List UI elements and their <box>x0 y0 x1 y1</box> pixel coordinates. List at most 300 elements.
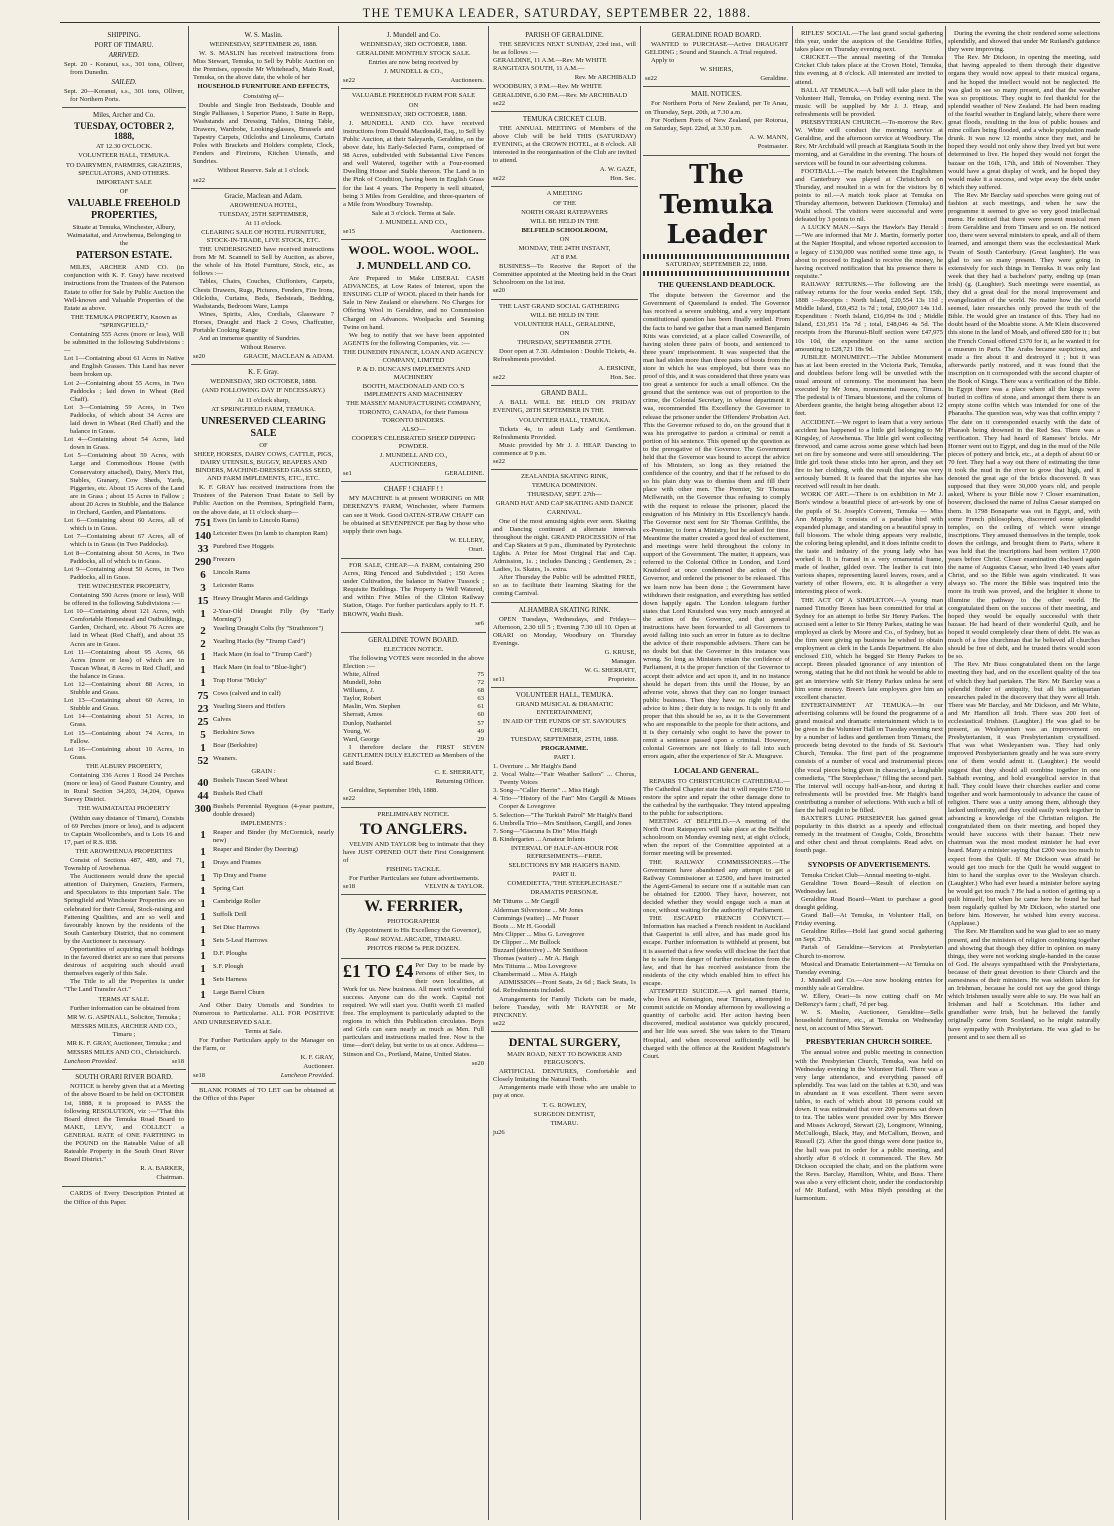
anglers-ad <box>341 811 486 896</box>
candidate-name: Taylor, Robert <box>343 695 382 703</box>
lot-item: Lot 9—Containing about 50 Acres, in Two Paddocks, all in Grass. <box>64 565 184 581</box>
stock-item <box>193 530 334 542</box>
item-quantity: 1 <box>200 911 206 924</box>
alhambra-title: ALHAMBRA SKATING RINK. <box>518 605 611 614</box>
sundries-text: And Other Dairy Utensils and Sundries to Numerous to Particularise. ALL FOR POSITIVE AND UNRESERVED SALE. <box>193 1002 334 1026</box>
signature: A. W. GAZE, <box>599 166 636 174</box>
ad-code: se18 <box>193 1072 206 1080</box>
anglers-text: VELVIN AND TAYLOR beg to intimate that they have JUST OPENED OUT their First Consignment of <box>343 840 484 864</box>
sale-venue: VOLUNTEER HALL, TEMUKA. <box>78 152 170 160</box>
concert-aid: IN AID OF THE FUNDS OF ST. SAVIOUR'S CHURCH, <box>502 718 627 734</box>
item-quantity: 2 <box>200 624 206 637</box>
news-paragraph: THE ESCAPED FRENCH CONVICT.—Information has reached a French resident in Auckland that Gasperini is still alive, and has made good his escape. Further information is withheld at present, but it is asserted that a few weeks will disclose the fact that he is safe from danger of further molestation from the law, and that he has received assistance from the residents of the city which enabled him to effect his escape. <box>643 915 790 987</box>
item-quantity: 40 <box>197 776 209 789</box>
signature: K. F. GRAY, <box>300 1053 334 1061</box>
sale-of: OF <box>119 187 129 195</box>
grain-item <box>193 803 334 819</box>
synopsis-item: Musical and Dramatic Entertainment—At Temuka on Tuesday evening. <box>795 960 943 976</box>
signature-role: Auctioneer. <box>303 1063 334 1070</box>
item-description: Hack Mare (in foal to "Trump Card") <box>213 650 312 658</box>
stock-item <box>193 729 334 741</box>
candidate-name: Dunlop, Nathaniel <box>343 719 392 727</box>
ad-code: se18 <box>343 883 356 891</box>
ferrier-photos: PHOTOS FROM 5s PER DOZEN. <box>367 945 460 953</box>
dental-address: MAIN ROAD, NEXT TO BOWKER AND FERGUSON'S. <box>507 1050 622 1067</box>
item-description: Bushels Red Chaff <box>213 789 263 797</box>
signature: J. MUNDELL & CO., <box>384 68 443 76</box>
ball-place: VOLUNTEER HALL, TEMUKA. <box>518 416 611 424</box>
grain-item <box>193 777 334 789</box>
item-description: Yearling Hacks (by "Trump Card") <box>213 637 306 645</box>
meeting-place: BELFIELD SCHOOLROOM, <box>521 226 608 234</box>
springfield-heading: THE TEMUKA PROPERTY, Known as "SPRINGFIELD," <box>70 313 178 329</box>
item-quantity: 300 <box>194 802 212 815</box>
also-label: ALSO— <box>401 425 426 433</box>
vote-count: 61 <box>477 703 484 711</box>
agent-line: MESSRS MILES AND CO., Christchurch. <box>67 1049 181 1057</box>
item-quantity: 23 <box>197 702 209 715</box>
signature: W. ELLERY, <box>449 536 484 544</box>
lot-item: Lot 3—Containing 59 Acres, in Two Paddocks, of which about 34 Acres are laid down in Wheat (Red Chaff) and the balance in Grass. <box>64 403 184 436</box>
cricket-text: THE ANNUAL MEETING of Members of the above Club will be held THIS (SATURDAY) EVENING, at the CROWN HOTEL, at 8 o'clock. All interested in the reorganisation of the Club are invited to attend. <box>493 124 636 165</box>
gray-text: K. F. GRAY has received instructions from the Trustees of the Paterson Trust Estate to Sell by Public Auction on the Premises, Springfield Farm, on the above date, at 11 o'clock sharp— <box>193 484 334 516</box>
alhambra-text: OPEN Tuesdays, Wednesdays, and Fridays—Afternoon, 2.30 till 5 ; Evening 7.30 till 10. Open at ORARI on Monday, Woodbury on Thursday Evenings. <box>493 615 636 647</box>
rink-subtitle: TEMUKA DOMINION. <box>531 482 598 490</box>
section-title: SYNOPSIS OF ADVERTISEMENTS. <box>807 859 931 869</box>
grand-ball-notice <box>491 389 638 470</box>
item-description: Reaper and Binder (by McCormick, nearly new) <box>213 829 334 845</box>
soiree-article-continued <box>948 30 1100 1042</box>
blank-forms-notice <box>191 1087 336 1106</box>
article-paragraph: The Rev. Mr Buss congratulated them on the large meeting they had, and on the excellent quality of the tea of which they had partaken. The Rev. Mr Barclay was a splendid finder of antiquity, but all his antiquarian researches paled in the discovery that they were all Irish. There was Mr Barclay, and Mr Dickson, and Mr White, and Mr Hamilton all Irish. There was 200 feet of ecclesiastical Irishism. (Laughter.) He was glad to be present, as Wesleyanism was an improvement on Presbyterianism, it was Presbyterianism crystallised. That was what Wesleyanism was. They had only improved Presbyterianism greatly and he was sure every one of them would admit it. (Laughter.) He would suggest that they should all combine together in one Sabbath evening, and hold evangelical service in that hall. They could leave their churches earlier and come together and work harmoniously to advance the cause of religion. There was a unity among them, although they lacked uniformity, and they could easily work together in advancing a knowledge of the Christian religion. He congratulated them on their meeting, and hoped they would have success with their bazaar. Their new chairman was the most modest minister he had ever heard. Many a minister saying that £200 was too much to expect from the Quilt. If Mr Dickson was afraid he would get too much for the Quilt he would suggest to him to hand the surplus over to the Wesleyan church. (Laughter.) Who had ever heard a minister before saying he would get too much ? He had a notion of getting up a quilt himself, but when he came here he found he had been regularly quilted by Mr Dickson, who started one before him. However, he wished him every success. (Applause.) <box>948 661 1100 928</box>
item-quantity: 52 <box>197 754 209 767</box>
entries-text: Entries are now being received by <box>368 59 459 67</box>
sale-date: TUESDAY, OCTOBER 2, 1888, <box>74 121 174 142</box>
signature: A. ERSKINE, <box>598 365 636 373</box>
clearing-sale-heading: UNRESERVED CLEARING SALE <box>201 415 326 439</box>
title-text: The Title to all the Properties is under "The Land Transfer Act." <box>64 978 184 994</box>
cast-member: Chambermaid ... Miss A. Haigh <box>493 971 577 979</box>
stock-item <box>193 595 334 607</box>
town-board-title: GERALDINE TOWN BOARD. <box>368 635 459 644</box>
implements-list <box>193 829 334 1001</box>
concert-title: VOLUNTEER HALL, TEMUKA. <box>515 691 614 700</box>
candidate-name: White, Alfred <box>343 671 380 678</box>
synopsis-section <box>795 860 943 1034</box>
road-board-title: GERALDINE ROAD BOARD. <box>671 31 762 39</box>
sale-time: AT 12.30 O'CLOCK. <box>95 143 153 151</box>
item-quantity: 1 <box>200 872 206 885</box>
item-description: Freezers <box>213 555 236 563</box>
stock-item <box>193 556 334 568</box>
item-description: Drays and Frames <box>213 859 261 867</box>
cast-member: Cummings (waiter) ... Mr Fraser <box>493 914 579 922</box>
chaff-text: MY MACHINE is at present WORKING on MR DERENZY'S FARM, Winchester, where Farmers can see it Work. Good OATEN-STRAW CHAFF can be obtained at SEVENPENCE per Bag by those who supply their own bags. <box>343 495 484 535</box>
item-quantity: 1 <box>200 829 206 842</box>
ad-code: se18 <box>171 1058 184 1066</box>
signature: A. W. MANN, <box>749 133 788 141</box>
signature: W. G. SHERRATT, <box>584 667 636 675</box>
implement-item <box>193 829 334 845</box>
vote-row <box>343 671 484 679</box>
gray-clearing-sale-ad <box>191 368 336 1084</box>
gracie-list: Tables, Chairs, Couches, Chiffoniers, Carpets, Chests Drawers, Rugs, Pictures, Fenders, Fire Irons, Oilcloths, Curtains, Beds, Bedsteads, Bedding, Washstands, Bedroom Ware, Lamps <box>193 278 334 310</box>
ad-code: se22 <box>493 458 506 466</box>
ad-code: se11 <box>493 676 505 684</box>
column-rule <box>338 26 339 1520</box>
queensland-article <box>643 280 790 761</box>
programme-item: 7. Song—"Giacuna Is Dio" Miss Haigh <box>493 827 598 835</box>
ad-code: se22 <box>493 99 506 107</box>
meeting-date: MONDAY, THE 24TH INSTANT, <box>518 244 611 252</box>
auctioneer-firm: Gracie, Maclean and Adam. <box>224 191 303 200</box>
column-7 <box>948 30 1100 1520</box>
stock-item <box>193 664 334 676</box>
signature: VELVIN & TAYLOR. <box>424 883 484 891</box>
arrived-text: Sept. 20 - Koranui, s.s., 301 tons, Olliver, from Dunedin. <box>64 61 184 77</box>
stock-item <box>193 638 334 650</box>
item-description: Heavy Draught Mares and Geldings <box>213 594 309 602</box>
service-line: Rev. Mr ARCHIBALD <box>574 74 636 82</box>
votes-list <box>343 671 484 744</box>
signature-role: Proprietor. <box>607 676 636 684</box>
chaff-ad <box>341 485 486 559</box>
social-door: Door open at 7.30. Admission : Double Tickets, 4s. Refreshments provided. <box>493 348 636 364</box>
ball-tickets: Tickets 4s, to admit Lady and Gentleman. Refreshments Provided. <box>493 425 636 441</box>
signature-role: Geraldine. <box>760 75 788 83</box>
cast-member: Dr Clipper ... Mr Bullock <box>493 938 561 946</box>
item-description: Sets Harness <box>213 976 247 984</box>
programme-item: 3. Song—"Caller Herrin" ... Miss Haigh <box>493 787 599 795</box>
item-quantity: 1 <box>200 924 206 937</box>
stock-item <box>193 703 334 715</box>
news-paragraph: JUBILEE MONUMENT.—The Jubilee Monument has at last been erected in the Victoria Park, Temuka, and doubtless before long will be unveiled with the usual amount of ceremony. The monument has been executed by Mr Jones, monumental mason, Timaru. The pedestal is of Timaru bluestone, and the column of Aberdeen granite, the height being altogether about 12 feet. <box>795 353 943 418</box>
dramatis-heading: DRAMATIS PERSONÆ. <box>530 889 599 897</box>
vote-row <box>343 711 484 719</box>
waimataitai-text: (Within easy distance of Timaru), Consists of 69 Perches (more or less), and is adjacent to Captain Woollcombe's, and is Lots 16 and 17, part of R.S. 838. <box>64 814 184 846</box>
synopsis-item: Geraldine Rifles—Hold last grand social gathering on Sept. 27th. <box>795 928 943 944</box>
sale-important: IMPORTANT SALE <box>96 178 152 186</box>
sale-date: TUESDAY, 25TH SEPTEMBER, <box>218 210 309 218</box>
candidate-name: Mundell, John <box>343 679 382 687</box>
newspaper-banner: The Temuka Leader <box>659 160 774 251</box>
column-2 <box>191 30 336 1520</box>
cricket-title: TEMUKA CRICKET CLUB. <box>522 114 607 123</box>
item-description: 2-Year-Old Draught Filly (by "Early Morning") <box>213 607 334 623</box>
stock-sale-title: GERALDINE MONTHLY STOCK SALE. <box>356 50 471 58</box>
closing-text: The Auctioneers would draw the special attention of Dairymen, Graziers, Farmers, and Speculators to this important Sale. The Springfield and Winchester Properties are so celebrated for their Cereal, Stock-raising and Fattening Qualities, and are so well and favourably known by the residents of the South Canterbury District, that no comment by the Auctioneer is necessary. <box>64 873 184 945</box>
signature: J. MUNDELL AND CO., <box>379 218 448 226</box>
candidate-name: Williams, J. <box>343 687 375 695</box>
signature-role: Returning Officer. <box>435 778 484 786</box>
synopsis-item: Geraldine Road Board—Want to purchase a good draught gelding. <box>795 895 943 911</box>
ad-code: se20 <box>471 1059 484 1067</box>
news-paragraph: PRESBYTERIAN CHURCH.—To-morrow the Rev. W. White will conduct the morning service at Geraldine, and the afternoon service at Woodbury. The Rev. Mr Archibald will preach at Rangitata South in the morning, and at Geraldine in the evening. The hours of services will be found in our advertising columns. <box>795 119 943 167</box>
maslin-text: W. S. MASLIN has received instructions from Miss Stewart, Temuka, to Sell by Public Auction on the Premises, opposite Mr Whitehead's, Main Road, Temuka, on the above date, the whole of her <box>193 50 334 82</box>
local-general-section <box>643 766 790 1061</box>
earnings-ad <box>341 962 486 1072</box>
vote-count: 49 <box>477 727 484 735</box>
stock-item <box>193 677 334 689</box>
news-paragraph: ACCIDENT.—We regret to learn that a very serious accident has happened to a little girl belonging to Mr Kingsley, of Arowhenua. The little girl went collecting firewood, and came across some gorse which had been set on fire by someone and were still smouldering. The little girl took these sticks into her apron, and they set fire to her clothing, with the result that she was very seriously burned. It is feared that the injuries she has received will result in her death. <box>795 418 943 491</box>
article-paragraph: The Rev. Mr Hamilton said he was glad to see so many present, and the ministers of religion combining together and showing that though they differ in opinion on many things, they were not working single-handed in the cause of God. He always sympathised with the Presbyterians, because of their great devotion to their Church and the earnestness of their ministers. He was seldom taken for an Irishman, because he could not say the good things which Irishmen usually were able to say. He was half an Irishman and half a Scotchman. His father and grandfather were Irish, but he believed the family originally came from Scotland, so he might naturally have sympathy with Presbyterians. He was glad to be present and to see them all so <box>948 928 1100 1041</box>
column-1 <box>62 30 186 1520</box>
implement-item <box>193 885 334 897</box>
cast-list <box>493 898 636 979</box>
parish-notice <box>491 31 638 112</box>
candidate-name: Sherratt, Amos <box>343 711 383 719</box>
maslin-ad <box>191 31 336 189</box>
cards-text: CARDS of Every Description Printed at the Office of this Paper. <box>64 1190 184 1206</box>
situate-text: Situate at Temuka, Winchester, Albury, Waimataitai, and Arowhenua, Belonging to the <box>66 223 182 248</box>
farm-for-sale-text: FOR SALE, CHEAP.—A FARM, containing 290 Acres, Ring Fenced and Subdivided ; 150 Acres under Cultivation, the balance in Native Tussock ; Requisite Buildings. The Property is Well Watered, and within Five Miles of the Clinton Railway Station, Otago. For further particulars apply to H. F. BROWN, Waihi Bush. <box>343 561 484 618</box>
intro-text: MILES, ARCHER AND CO. (in conjunction with K. F. Gray) have received instructions from the Trustees of the Paterson Estate to offer for Sale by Public Auction the Well-known and Valuable Properties of the Estate as above. <box>64 264 184 312</box>
service-line: GERALDINE, 11 A.M.—Rev. Mr WHITE <box>493 57 607 65</box>
farm-sale-title: VALUABLE FREEHOLD FARM FOR SALE <box>351 92 476 100</box>
column-5 <box>643 30 790 1520</box>
auctioneer-firm: Miles, Archer and Co. <box>92 111 155 120</box>
ad-code: se22 <box>493 175 506 183</box>
social-text: THE LAST GRAND SOCIAL GATHERING <box>499 302 620 310</box>
gracie-list: Wines, Spirits, Ales, Cordials, Glassware 7 Horses, Draught and Hack 2 Cows, Chaffcutter, Portable Cooking Range <box>193 310 334 334</box>
item-quantity: 75 <box>197 689 209 702</box>
agency-company: BOOTH, MACDONALD AND CO.'S IMPLEMENTS AND MACHINERY <box>362 383 465 399</box>
news-paragraph: WORK OF ART.—There is on exhibition in Mr J. Bon's window a beautiful piece of art-work by one of the pupils of St. Joseph's Convent, Temuka — Miss Ann Murphy. It consists of a paradise bird with expanded plumage, and standing on a beautiful spray in full blossom. The whole thing appears very realistic, the coloring being splendid, and it does infinite credit to the taste and industry of the young lady who has worked it. It is framed in a very ornamental frame, made of leather, gilded over. The leather is cut into various shapes, representing laurel leaves, roses, and a variety of other flowers, etc. It is altogether a very interesting piece of work. <box>795 491 943 596</box>
arowhenua-text: Consist of Sections 487, 489, and 71, Township of Arowhenua. <box>64 856 184 873</box>
without-reserve: Without Reserve. Sale at 1 o'clock. <box>217 167 310 175</box>
item-quantity: 6 <box>200 568 206 581</box>
news-paragraph: BALL AT TEMUKA.—A ball will take place in the Volunteer Hall, Temuka, on Friday evening next. The music will be supplied by Mr J. J. Heap, and refreshments will be provided. <box>795 86 943 118</box>
ad-code: se22 <box>493 1019 506 1027</box>
wool-text: Are Prepared to Make LIBERAL CASH ADVANCES, at Low Rates of Interest, upon the ENSUING CLIP of WOOL placed in their hands for Sale in New Zealand or elsewhere. No Charges for Offering Wool in Geraldine, and no Commission Charged on Advances. Woolpacks and Seaming Twine on hand. <box>343 275 484 331</box>
item-quantity: 290 <box>194 555 212 568</box>
springfield-contains: Containing 555 Acres (more or less), Will be submitted in the following Subdivisions :— <box>64 330 184 355</box>
item-description: Yearling Steers and Heifers <box>213 702 286 710</box>
ad-code: se22 <box>645 75 658 83</box>
lot-item: Lot 11—Containing about 95 Acres, 66 Acres (more or less) of which are in Tuscan Wheat, 8 Acres in Red Chaff, and the balance in Grass. <box>64 648 184 680</box>
signature: W. SHIERS, <box>699 66 734 74</box>
sale-title: CLEARING SALE OF HOTEL FURNITURE, STOCK-IN-TRADE, LIVE STOCK, ETC. <box>201 228 326 244</box>
social-gathering-notice <box>491 303 638 387</box>
vote-count: 29 <box>477 735 484 743</box>
service-line: WOODBURY, 3 P.M.—Rev. Mr WHITE <box>493 83 602 91</box>
programme-item: 1. Overture ... Mr Haigh's Band <box>493 762 577 770</box>
vote-count: 68 <box>477 687 484 695</box>
programme-item: 5. Selection—"The Turkish Patrol" Mr Haigh's Band <box>493 811 633 819</box>
dental-ad <box>491 1035 638 1140</box>
banner-rule <box>643 271 790 276</box>
meeting-business: BUSINESS—To Receive the Report of the Committee appointed at the Meeting held in the Orari Schoolroom on the 1st inst. <box>493 263 636 287</box>
agent-line: MR W. G. ASPINALL, Solicitor, Temuka ; <box>67 1013 181 1021</box>
agency-company: THE MASSEY MANUFACTURING COMPANY, TORONTO, CANADA, for their Famous TORONTO BINDERS. <box>346 400 481 424</box>
shipping-notice <box>62 31 186 108</box>
parish-text: THE SERVICES NEXT SUNDAY, 23rd inst., will be as follows :— <box>493 41 636 57</box>
auctioneer-firm: K. F. Gray. <box>248 368 279 377</box>
news-paragraph: THE ACT OF A SIMPLETON.—A young man named Timothy Breen has been committed for trial at Sydney for an attempt to bribe Sir Henry Parkes. The accused sent a letter to Sir Henry Parkes, stating he was employed as clerk by Moore and Co., of Sydney, but as the firm were giving up business he wished to obtain employment as clerk in the Lands Department. He also enclosed £10, which he begged Sir Henry Parkes to accept. Breen pleaded ignorance of any intention of wrong, stating that he did not think he would be able to get an interview with Sir Henry Parkes unless he sent him some money. Breen's late employers give him an excellent character. <box>795 596 943 701</box>
sale-audience: TO DAIRYMEN, FARMERS, GRAZIERS, SPECULATORS, AND OTHERS. <box>65 161 183 177</box>
lot-item: Lot 15—Containing about 74 Acres, in Fallow. <box>64 729 184 745</box>
news-paragraph: REPAIRS TO CHRISTCHURCH CATHEDRAL.—The Cathedral Chapter state that it will require £750 to restore the spire and repair the other damage done to the cathedral by the earthquake. They intend appealing to the public for subscriptions. <box>643 777 790 817</box>
preliminary-notice: PRELIMINARY NOTICE. <box>377 810 450 818</box>
item-description: Weaners. <box>213 754 238 762</box>
vote-count: 60 <box>477 711 484 719</box>
ferrier-ad <box>341 898 486 958</box>
vote-row <box>343 703 484 711</box>
candidate-name: Maslin, Wm. Stephen <box>343 703 401 711</box>
item-quantity: 3 <box>200 581 206 594</box>
item-quantity: 33 <box>197 542 209 555</box>
mail-text: For Northern Ports of New Zealand, per Rotorua, on Saturday, Sept. 22nd, at 3.30 p.m. <box>645 116 788 132</box>
signature-place: TIMARU. <box>550 1119 579 1127</box>
sailed-label: SAILED. <box>111 78 137 87</box>
estate-heading: PATERSON ESTATE. <box>76 250 172 262</box>
further-text: For Further Particulars see future advertisements. <box>349 874 480 882</box>
ad-code: se22 <box>343 795 356 803</box>
header-rule <box>60 22 1100 23</box>
service-line: GERALDINE, 6.30 P.M.—Rev. Mr ARCHIBALD <box>493 91 628 99</box>
rink-title: ZEALANDIA SKATING RINK, <box>521 473 608 481</box>
item-quantity: 1 <box>200 741 206 754</box>
item-description: Leicester Rams <box>213 581 254 589</box>
lot-item: Lot 1—Containing about 61 Acres in Native and English Grasses. This Land has never been broken up. <box>64 355 184 379</box>
item-quantity: 1 <box>200 950 206 963</box>
news-paragraph: CRICKET.—The annual meeting of the Temuka Cricket Club takes place at the Crown Hotel, Temuka, this evening, at 8 o'clock. All interested are invited to attend. <box>795 54 943 86</box>
mundell-stock-sale-ad <box>341 31 486 89</box>
vote-count: 75 <box>477 671 484 678</box>
signature-role: Hon. Sec. <box>610 374 636 382</box>
news-paragraph: ENTERTAINMENT AT TEMUKA.—In our advertising columns will be found the programme of a grand musical and dramatic entertainment which is to be given in the Volunteer Hall on Tuesday evening next by a number of ladies and gentlemen from Timaru, the proceeds being devoted to the funds of St. Saviour's Church, Temuka. The first part of the programme consists of a number of vocal and instrumental pieces (the vocal pieces being given in character), a laughable comedietta, "The Steeplechase," filling the second part. The interval will occupy half-an-hour, and during it refreshments will be provided free. Mr Haigh's band contributing a number of selections. With such a bill of fare the hall ought to be filled. <box>795 701 943 814</box>
stock-item <box>193 543 334 555</box>
ad-code: se20 <box>193 353 206 361</box>
item-description: Ewes (in lamb to Lincoln Rams) <box>213 516 299 524</box>
wool-heading: WOOL. WOOL. WOOL. <box>348 243 479 258</box>
agency-company: P. & D. DUNCAN'S IMPLEMENTS AND MACHINERY <box>356 366 471 382</box>
interval-text: INTERVAL OF HALF-AN-HOUR FOR REFRESHMENTS—FREE. <box>510 844 619 860</box>
consisting-label: Consisting of— <box>243 92 284 100</box>
implement-item <box>193 950 334 962</box>
column-rule <box>640 26 641 1520</box>
grain-item <box>193 790 334 802</box>
apply-text: Apply to <box>651 57 675 65</box>
ball-music: Music provided by Mr J. J. HEAP. Dancing to commence at 9 p.m. <box>493 441 636 457</box>
blank-forms-text: BLANK FORMS of TO LET can be obtained at the Office of this Paper <box>193 1087 334 1103</box>
signature-role: Auctioneers. <box>450 77 484 85</box>
programme-item: 4. Trio—"History of the Fan" Mrs Cargill & Misses Cooper & Lovegrove <box>493 795 636 811</box>
article-body: The annual soiree and public meeting in connection with the Presbyterian Church, Temuka, was held on Wednesday evening in the Volunteer Hall. There was a very large attendance, and everything passed off splendidly. Tea was laid on the tables at 6.30, and was in abundant as it was excellent. There were seven tables, to each of which about 18 persons could sit down. It was estimated that over 200 persons sat down to tea. The tables were presided over by Mrs Brewer and Misses Ackroyd, Stewart (2), Longmore, Winning, McCullough, Black, Hay, and McCallum, Brown, and Russell (2). After the good things were done justice to, the hall was put in order for a public meeting, and shortly after 8 o'clock it commenced. The Rev. Mr Dickson occupied the chair, and on the platform were the Revs. Barclay, Hamilton, White, and Buss. There was also a very efficient choir, under the conductorship of Mr Rutland, with Miss Blyth presiding at the harmonium. <box>795 1049 943 1203</box>
stock-item <box>193 755 334 767</box>
ad-code: se15 <box>343 227 356 235</box>
signature: G. KRUSE, <box>604 648 636 656</box>
implement-item <box>193 872 334 884</box>
item-quantity: 1 <box>200 859 206 872</box>
item-description: Hack Mare (in foal to "Blue-light") <box>213 663 307 671</box>
grain-list <box>193 777 334 819</box>
item-quantity: 15 <box>197 594 209 607</box>
river-board-notice <box>62 1073 186 1187</box>
news-paragraph: ATTEMPTED SUICIDE.—A girl named Harris, who lives at Kensington, near Timaru, attempted to commit suicide on Monday afternoon by swallowing a quantity of carbolic acid. Her action having been discovered, medical assistance was quickly procured, and her life was saved. She was taken to the Timaru Hospital, and when recovered sufficiently will be charged with the offence at the Resident Magistrate's Court. <box>643 988 790 1060</box>
hotel-name: AROWHENUA HOTEL, <box>229 201 298 209</box>
farm-for-sale-ad <box>341 562 486 633</box>
news-paragraph: BAXTER'S LUNG PRESERVER has gained great popularity in this district as a speedy and effectual remedy in the treatment of Coughs, Colds, Bronchitis and other chest and throat complaints. Read advt. on fourth page. <box>795 815 943 855</box>
lot-item: Lot 8—Containing about 50 Acres, in Two Paddocks, all of which is in Grass. <box>64 549 184 565</box>
lot-item: Lot 7—Containing about 67 Acres, all of which is in Grass (in Two Paddocks). <box>64 533 184 549</box>
lot-item: Lot 6—Containing about 60 Acres, all of which is in Grass. <box>64 517 184 533</box>
item-description: Tip Dray and Frame <box>213 872 267 880</box>
arowhenua-heading: THE AROWHENUA PROPERTIES <box>75 847 173 855</box>
signature-place: GERALDINE. <box>444 470 484 478</box>
anglers-heading: TO ANGLERS. <box>359 820 468 838</box>
road-board-notice <box>643 31 790 87</box>
item-description: Trap Horse "Micky" <box>213 676 267 684</box>
opportunity-text: Opportunities of acquiring small holdings in the favored district are so rare that persons desirous of acquiring such should avail themselves eagerly of this Sale. <box>64 946 184 978</box>
stock-list <box>193 517 334 767</box>
gracie-ad <box>191 192 336 366</box>
item-description: Yearling Draught Colts (by "Strathmore") <box>213 624 324 632</box>
synopsis-item: Parish of Geraldine—Services at Presbyterian Church to-morrow. <box>795 944 943 960</box>
signature-role: Manager. <box>611 658 636 665</box>
lot-item: Lot 14—Containing about 51 Acres, in Grass. <box>64 713 184 729</box>
cast-member: Boots ... Mr H. Goodall <box>493 922 556 930</box>
rink-event: GRAND HAT AND CAP SKATING AND DANCE CARNIVAL. <box>495 500 634 516</box>
ball-title: GRAND BALL. <box>541 389 588 398</box>
vote-row <box>343 695 484 703</box>
tackle-heading: FISHING TACKLE. <box>386 865 441 873</box>
wool-firm: J. MUNDELL AND CO. <box>356 260 471 273</box>
luncheon-text: Luncheon Provided. <box>280 1072 334 1080</box>
mail-text: For Northern Ports of New Zealand, per Te Anau, on Thursday, Sept. 20th, at 7.30 a.m. <box>645 100 788 116</box>
signature-role: Auctioneers. <box>450 227 484 235</box>
programme-item: 2. Vocal Waltz—"Fair Weather Sailors" ... Chorus, Twenty Voices <box>493 771 636 787</box>
auctioneer-firm: J. Mundell and Co. <box>386 31 441 39</box>
item-description: Bushels Tuscan Seed Wheat <box>213 776 288 784</box>
further-text: For Further Particulars apply to the Manager on the Farm, or <box>193 1036 334 1052</box>
without-reserve: Without Reserve. <box>240 344 287 352</box>
port-title: PORT OF TIMARU. <box>94 41 154 49</box>
page-header: THE TEMUKA LEADER, SATURDAY, SEPTEMBER 22, 1888. <box>362 6 752 20</box>
ad-code: ju26 <box>493 1128 505 1136</box>
item-description: Sets 5-Leaf Harrows <box>213 937 268 945</box>
ferrier-address: Ross' ROYAL ARCADE, TIMARU. <box>365 936 462 944</box>
programme-heading: PROGRAMME. <box>540 744 589 752</box>
ferrier-subtitle: PHOTOGRAPHER <box>387 918 440 926</box>
implement-item <box>193 846 334 858</box>
sale-date: WEDNESDAY, 3RD OCTOBER, 1888. <box>360 41 467 48</box>
vote-row <box>343 736 484 744</box>
concert-programme <box>491 691 638 1032</box>
goods-list: Double and Single Iron Bedsteads, Double and Single Palliasses, 1 Superior Piano, 1 Suite in Repp, Washstands and Dressing Tables, Dining Table, Drawers, Wardrobe, Looking-glasses, Brussels and Tapestry Carpets, Oilcloths and Linoleums, Curtain Poles with Brackets and Holders complete, Clock, Fenders and Fireirons, Kitchen Utensils, and Sundries. <box>193 101 334 166</box>
meeting-time: AT 8 P.M. <box>551 254 578 262</box>
banner-rule <box>643 254 790 259</box>
rink-after: After Thursday the Public will be admitted FREE, so as to facilitate their learning Skating for the coming Carnival. <box>493 574 636 598</box>
part-heading: PART II. <box>552 871 577 879</box>
item-quantity: 1 <box>200 963 206 976</box>
terms-text: Terms at Sale. <box>244 1027 283 1035</box>
local-general-continued <box>795 30 943 856</box>
ferrier-appointment: (By Appointment to His Excellency the Governor), <box>346 927 481 935</box>
earnings-text: Per Day to be made by Persons of either Sex, in their own localities, at Work for us. New business. All meet with wonderful success. Anyone can do the work. Capital not required. We will start you. Outfit worth £1 mailed free. The employment is particularly adapted to the regions in which this Publication circulates. Boys and Girls can earn nearly as much as Men. Full particulars and instructions mailed free. Now is the time—don't delay, but write to us at once. Address—Stinson and Co., Portland, Maine, United States. <box>343 961 484 1058</box>
sale-of: OF <box>259 441 268 449</box>
farm-sale-text: J. MUNDELL AND CO. have received instructions from Donald Macdonald, Esq., to Sell by Public Auction, at their Saleyards, Geraldine, on the above date, his Early-Selected Farm, comprised of 98 Acres, subdivided with Substantial Live Fences and well Watered, together with a Four-roomed Dwelling House and Stable thereon. The Land is in the Pink of Condition, having been in English Grass for the last 4 years. The Property is well situated, being 3 Miles from Geraldine, and three-quarters of a Mile from Woodbury Township. <box>343 119 485 208</box>
arrived-label: ARRIVED. <box>108 51 140 59</box>
synopsis-item: W. Ellery, Orari—Is now cutting chaff on Mr DeRenzy's farm ; chaff, 7d per bag. <box>795 992 943 1009</box>
item-description: Lincoln Rams <box>213 568 251 576</box>
signature: R. A. BARKER, <box>140 1165 184 1173</box>
item-description: Reaper and Binder (by Deering) <box>213 846 298 854</box>
column-3 <box>341 30 486 1520</box>
item-description: Cows (calved and in calf) <box>213 689 281 697</box>
sale-adjournment: (AND FOLLOWING DAY IF NECESSARY.) <box>202 387 325 395</box>
service-line: RANGITATA SOUTH, 11 A.M.— <box>493 65 585 73</box>
